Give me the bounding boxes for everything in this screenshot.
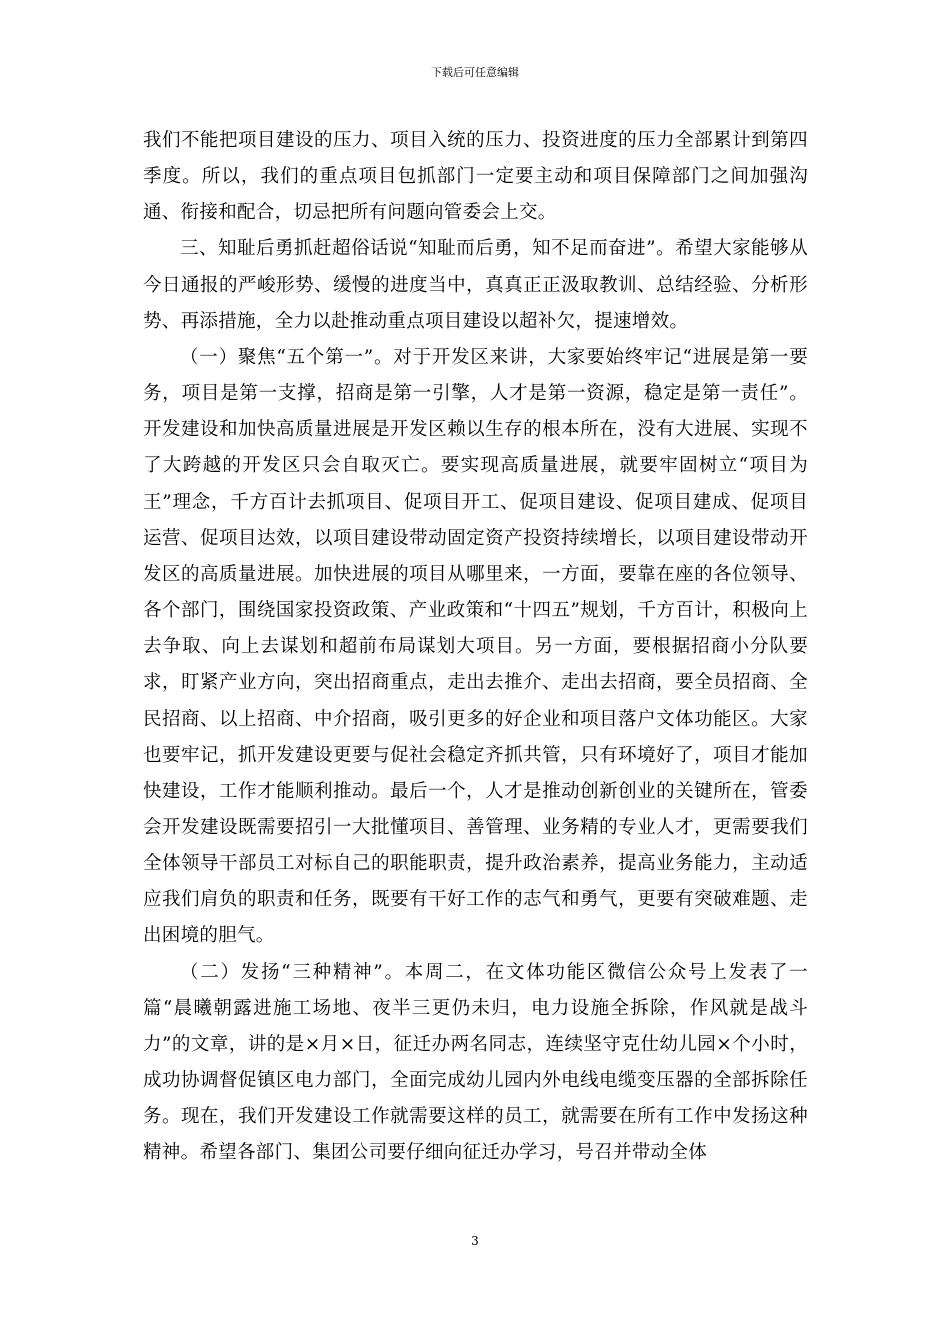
page-number: 3 xyxy=(471,1234,479,1248)
document-body xyxy=(143,123,808,1172)
paragraph-2: 三、知耻后勇抓赶超俗话说“知耻而后勇，知不足而奋进”。希望大家能够从今日通报的严峻形势、缓慢的进度当中，真真正正汲取教训、总结经验、分析形势、再添措施，全力以赴推动重点项目建设以超补欠，提速增效。 xyxy=(143,238,808,332)
paragraph-3: （一）聚焦“五个第一”。对于开发区来讲，大家要始终牢记“进展是第一要务，项目是第一支撑，招商是第一引擎，人才是第一资源，稳定是第一责任”。开发建设和加快高质量进展是开发区赖以生存的根本所在，没有大进展、实现不了大跨越的开发区只会自取灭亡。要实现高质量进展，就要牢固树立“项目为王”理念，千方百计去抓项目、促项目开工、促项目建设、促项目建成、促项目运营、促项目达效，以项目建设带动固定资产投资持续增长，以项目建设带动开发区的高质量进展。加快进展的项目从哪里来，一方面，要靠在座的各位领导、各个部门，围绕国家投资政策、产业政策和“十四五”规划，千方百计，积极向上去争取、向上去谋划和超前布局谋划大项目。另一方面，要根据招商小分队要求，盯紧产业方向，突出招商重点，走出去推介、走出去招商，要全员招商、全民招商、以上招商、中介招商，吸引更多的好企业和项目落户文体功能区。大家也要牢记，抓开发建设更要与促社会稳定齐抓共管，只有环境好了，项目才能加快建设，工作才能顺利推动。最后一个，人才是推动创新创业的关键所在，管委会开发建设既需要招引一大批懂项目、善管理、业务精的专业人才，更需要我们全体领导干部员工对标自己的职能职责，提升政治素养，提高业务能力，主动适应我们肩负的职责和任务，既要有干好工作的志气和勇气，更要有突破难题、走出困境的胆气。 xyxy=(143,346,808,947)
paragraph-4: （二）发扬“三种精神”。本周二，在文体功能区微信公众号上发表了一篇“晨曦朝露进施工场地、夜半三更仍未归，电力设施全拆除，作风就是战斗力”的文章，讲的是×月×日，征迁办两名同志，连续坚守克仕幼儿园×个小时，成功协调督促镇区电力部门，全面完成幼儿园内外电线电缆变压器的全部拆除任务。现在，我们开发建设工作就需要这样的员工，就需要在所有工作中发扬这种精神。希望各部门、集团公司要仔细向征迁办学习，号召并带动全体 xyxy=(143,961,808,1164)
paragraph-1: 我们不能把项目建设的压力、项目入统的压力、投资进度的压力全部累计到第四季度。所以，我们的重点项目包抓部门一定要主动和项目保障部门之间加强沟通、衔接和配合，切忌把所有问题向管委会上交。 xyxy=(143,130,808,224)
page-header: 下载后可任意编辑 xyxy=(431,66,519,79)
